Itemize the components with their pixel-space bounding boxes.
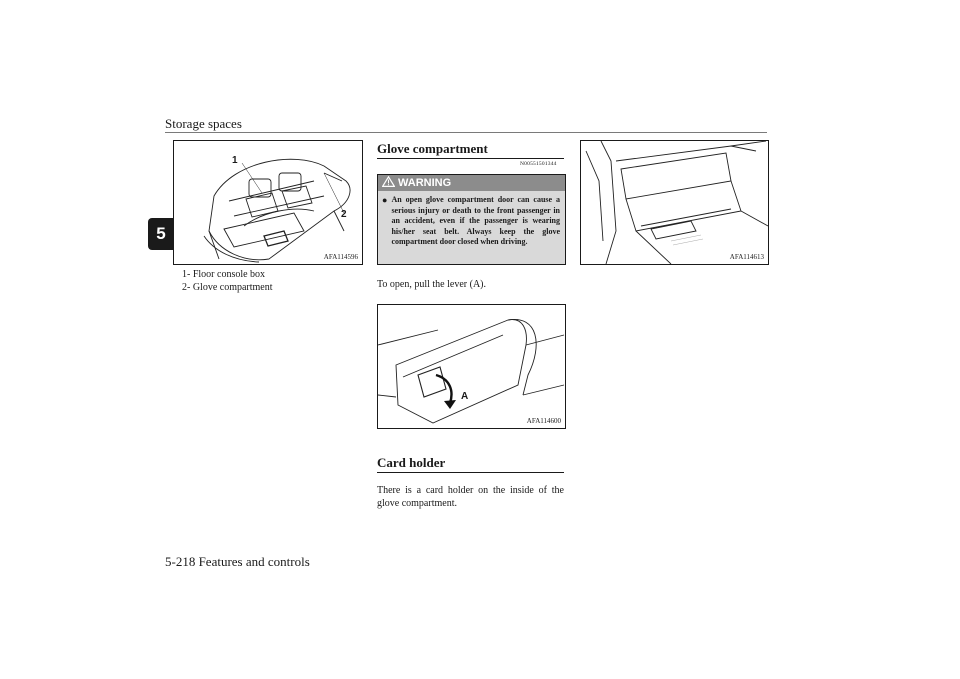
- section-rule: [377, 472, 564, 473]
- open-glove-compartment-illustration: [581, 141, 768, 264]
- callout-1: 1: [232, 155, 238, 166]
- figure-code: AFA114596: [323, 253, 358, 261]
- page-header-title: Storage spaces: [165, 116, 242, 131]
- warning-text: An open glove compartment door can cause a serious injury or death to the front passenger in an accident, even if the passenger is wearing his/her seat belt. Always keep the glove compartment door closed when driving.: [391, 195, 560, 247]
- open-instruction: To open, pull the lever (A).: [377, 279, 486, 290]
- lever-figure: [377, 304, 566, 429]
- bullet-icon: ●: [382, 195, 388, 205]
- open-compartment-figure: [580, 140, 769, 265]
- overview-figure: [173, 140, 363, 265]
- callout-a: A: [461, 391, 469, 402]
- chapter-tab: 5: [148, 218, 174, 250]
- callout-2: 2: [341, 209, 347, 220]
- section-code: N00551501344: [520, 161, 557, 167]
- figure-code: AFA114600: [526, 417, 561, 425]
- card-holder-text: There is a card holder on the inside of the glove compartment.: [377, 485, 564, 509]
- caption-list: [182, 268, 273, 294]
- warning-box: [377, 174, 566, 265]
- glove-lever-illustration: [378, 305, 565, 428]
- warning-header: [378, 175, 565, 191]
- figure-code: AFA114613: [729, 253, 764, 261]
- caption-item: 2- Glove compartment: [182, 282, 273, 293]
- warning-icon: [382, 176, 395, 190]
- warning-title: WARNING: [398, 177, 452, 189]
- section-title-card-holder: Card holder: [377, 455, 446, 470]
- section-title-glove: Glove compartment: [377, 141, 488, 156]
- car-interior-illustration: [174, 141, 362, 264]
- page-footer: 5-218 Features and controls: [165, 554, 310, 569]
- section-rule: [377, 158, 564, 159]
- warning-body: [378, 191, 565, 252]
- caption-item: 1- Floor console box: [182, 269, 266, 280]
- header-rule: [165, 132, 767, 133]
